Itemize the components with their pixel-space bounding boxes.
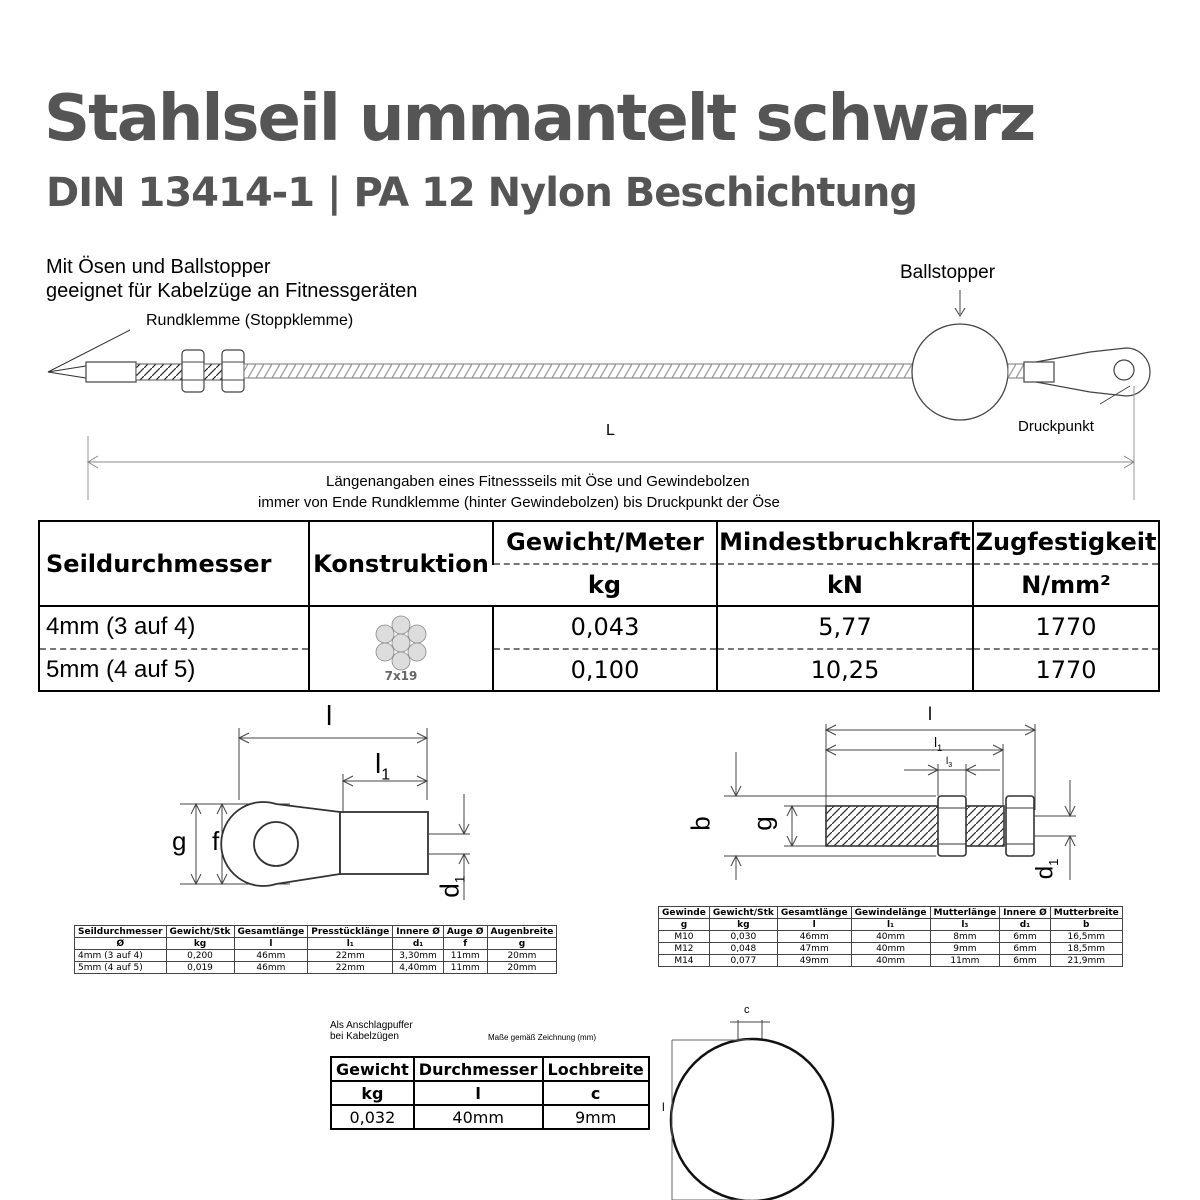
col-unit: g	[487, 938, 557, 950]
col-unit: Ø	[75, 938, 167, 950]
cell: 6mm	[1000, 955, 1051, 967]
length-note-2: immer von Ende Rundklemme (hinter Gewindebolzen) bis Druckpunkt der Öse	[258, 494, 780, 511]
table-row	[331, 1105, 649, 1129]
label-druckpunkt: Druckpunkt	[1018, 418, 1094, 435]
row-force: 5,77	[717, 606, 973, 649]
cell: M10	[659, 931, 710, 943]
cell: 40mm	[414, 1105, 543, 1129]
unit-kg: kg	[493, 564, 717, 607]
cell: 16,5mm	[1050, 931, 1122, 943]
row-weight: 0,043	[493, 606, 717, 649]
strand-cross-section-icon	[371, 615, 431, 675]
cell: 11mm	[443, 950, 487, 962]
eye-spec-table	[74, 925, 557, 974]
buffer-label-l: l	[662, 1100, 665, 1114]
col-unit: l₁	[308, 938, 393, 950]
col-unit: l₃	[930, 919, 1000, 931]
bolt-spec-table	[658, 906, 1123, 967]
col-unit: f	[443, 938, 487, 950]
label-length-L: L	[606, 422, 615, 439]
col-header: Durchmesser	[414, 1057, 543, 1081]
row-strength: 1770	[973, 649, 1159, 692]
cell: 11mm	[930, 955, 1000, 967]
col-header: Gesamtlänge	[234, 926, 308, 938]
col-header: Gewicht/Stk	[709, 907, 777, 919]
col-header: Gewicht	[331, 1057, 414, 1081]
col-header: Innere Ø	[1000, 907, 1051, 919]
header-konstruktion: Konstruktion	[309, 521, 493, 606]
col-unit: l	[234, 938, 308, 950]
cell: 46mm	[234, 962, 308, 974]
cell: 22mm	[308, 962, 393, 974]
col-unit: l	[414, 1081, 543, 1105]
col-header: Gewicht/Stk	[166, 926, 234, 938]
cell: 40mm	[851, 955, 930, 967]
col-header: Gewindelänge	[851, 907, 930, 919]
col-unit: l₁	[851, 919, 930, 931]
col-unit: g	[659, 919, 710, 931]
cable-overview-drawing	[48, 290, 1150, 500]
cell: 21,9mm	[1050, 955, 1122, 967]
eye-label-g: g	[172, 826, 187, 856]
bolt-label-l3: $l_3$	[946, 756, 953, 769]
cell: 40mm	[851, 943, 930, 955]
bolt-label-b: b	[685, 816, 716, 831]
cell: 0,048	[709, 943, 777, 955]
table-row	[39, 606, 1159, 649]
col-unit: kg	[331, 1081, 414, 1105]
eye-label-l1: $l_1$	[375, 748, 391, 784]
cell: 6mm	[1000, 943, 1051, 955]
col-header: Innere Ø	[393, 926, 444, 938]
col-header: Presstücklänge	[308, 926, 393, 938]
cell: 18,5mm	[1050, 943, 1122, 955]
col-unit: l	[777, 919, 851, 931]
cell: 11mm	[443, 962, 487, 974]
row-diameter: 5mm (4 auf 5)	[46, 655, 196, 683]
col-unit: d₁	[393, 938, 444, 950]
cell: 20mm	[487, 950, 557, 962]
cell: M14	[659, 955, 710, 967]
cell: 49mm	[777, 955, 851, 967]
length-note-1: Längenangaben eines Fitnessseils mit Öse und Gewindebolzen	[326, 473, 750, 490]
eye-label-d1: $d_1$	[434, 875, 468, 898]
col-unit: d₁	[1000, 919, 1051, 931]
eye-label-l: l	[326, 700, 333, 731]
col-header: Augenbreite	[487, 926, 557, 938]
row-diameter: 4mm (3 auf 4)	[39, 606, 309, 649]
construction-label: 7x19	[384, 668, 418, 683]
cell: 4mm (3 auf 4)	[75, 950, 167, 962]
threaded-bolt-drawing	[724, 724, 1076, 880]
bolt-label-g: g	[747, 816, 778, 831]
col-header: Mutterlänge	[930, 907, 1000, 919]
cell: 0,032	[331, 1105, 414, 1129]
cell: 3,30mm	[393, 950, 444, 962]
buffer-label-c: c	[744, 1004, 750, 1016]
cell: 46mm	[234, 950, 308, 962]
row-strength: 1770	[973, 606, 1159, 649]
buffer-dimension-note: Maße gemäß Zeichnung (mm)	[488, 1033, 597, 1042]
col-unit: c	[543, 1081, 649, 1105]
cell: 9mm	[543, 1105, 649, 1129]
page-title: Stahlseil ummantelt schwarz	[44, 82, 1035, 156]
header-mindestbruchkraft: Mindestbruchkraft	[717, 521, 973, 564]
unit-kn: kN	[717, 564, 973, 607]
header-zugfestigkeit: Zugfestigkeit	[973, 521, 1159, 564]
construction-cell	[309, 606, 493, 691]
cell: 4,40mm	[393, 962, 444, 974]
cable-spec-table	[38, 520, 1160, 692]
col-header: Gesamtlänge	[777, 907, 851, 919]
cell: M12	[659, 943, 710, 955]
col-header: Seildurchmesser	[75, 926, 167, 938]
cell: 6mm	[1000, 931, 1051, 943]
label-rundklemme: Rundklemme (Stoppklemme)	[146, 312, 354, 329]
cell: 0,077	[709, 955, 777, 967]
table-row	[659, 931, 1123, 943]
cell: 9mm	[930, 943, 1000, 955]
cell: 22mm	[308, 950, 393, 962]
unit-nmm2: N/mm²	[973, 564, 1159, 607]
bolt-label-l1: $l_1$	[934, 734, 943, 753]
header-seildurchmesser: Seildurchmesser	[39, 521, 309, 606]
table-row	[39, 649, 1159, 692]
buffer-spec-table	[330, 1056, 650, 1130]
label-ballstopper: Ballstopper	[900, 262, 996, 283]
cell: 0,200	[166, 950, 234, 962]
intro-line-1: Mit Ösen und Ballstopper	[46, 256, 271, 278]
eye-terminal-drawing	[180, 728, 470, 900]
header-gewicht: Gewicht/Meter	[493, 521, 717, 564]
col-unit: kg	[166, 938, 234, 950]
buffer-note-2: bei Kabelzügen	[330, 1031, 399, 1042]
col-header: Lochbreite	[543, 1057, 649, 1081]
table-row	[659, 943, 1123, 955]
cell: 40mm	[851, 931, 930, 943]
cell: 5mm (4 auf 5)	[75, 962, 167, 974]
col-unit: kg	[709, 919, 777, 931]
cell: 47mm	[777, 943, 851, 955]
bolt-label-l: l	[928, 704, 932, 724]
eye-label-f: f	[212, 826, 220, 856]
cell: 20mm	[487, 962, 557, 974]
col-header: Gewinde	[659, 907, 710, 919]
cell: 0,019	[166, 962, 234, 974]
col-header: Auge Ø	[443, 926, 487, 938]
row-weight: 0,100	[493, 649, 717, 692]
page-subtitle: DIN 13414-1 | PA 12 Nylon Beschichtung	[46, 170, 918, 216]
table-row	[659, 955, 1123, 967]
cell: 8mm	[930, 931, 1000, 943]
row-force: 10,25	[717, 649, 973, 692]
intro-line-2: geeignet für Kabelzüge an Fitnessgeräten	[46, 280, 418, 302]
buffer-note-1: Als Anschlagpuffer	[330, 1020, 413, 1031]
bolt-label-d1: $d_1$	[1031, 858, 1062, 880]
cell: 46mm	[777, 931, 851, 943]
buffer-disc-drawing	[671, 1020, 833, 1200]
col-unit: b	[1050, 919, 1122, 931]
table-row	[75, 962, 557, 974]
cell: 0,030	[709, 931, 777, 943]
table-row	[75, 950, 557, 962]
col-header: Mutterbreite	[1050, 907, 1122, 919]
